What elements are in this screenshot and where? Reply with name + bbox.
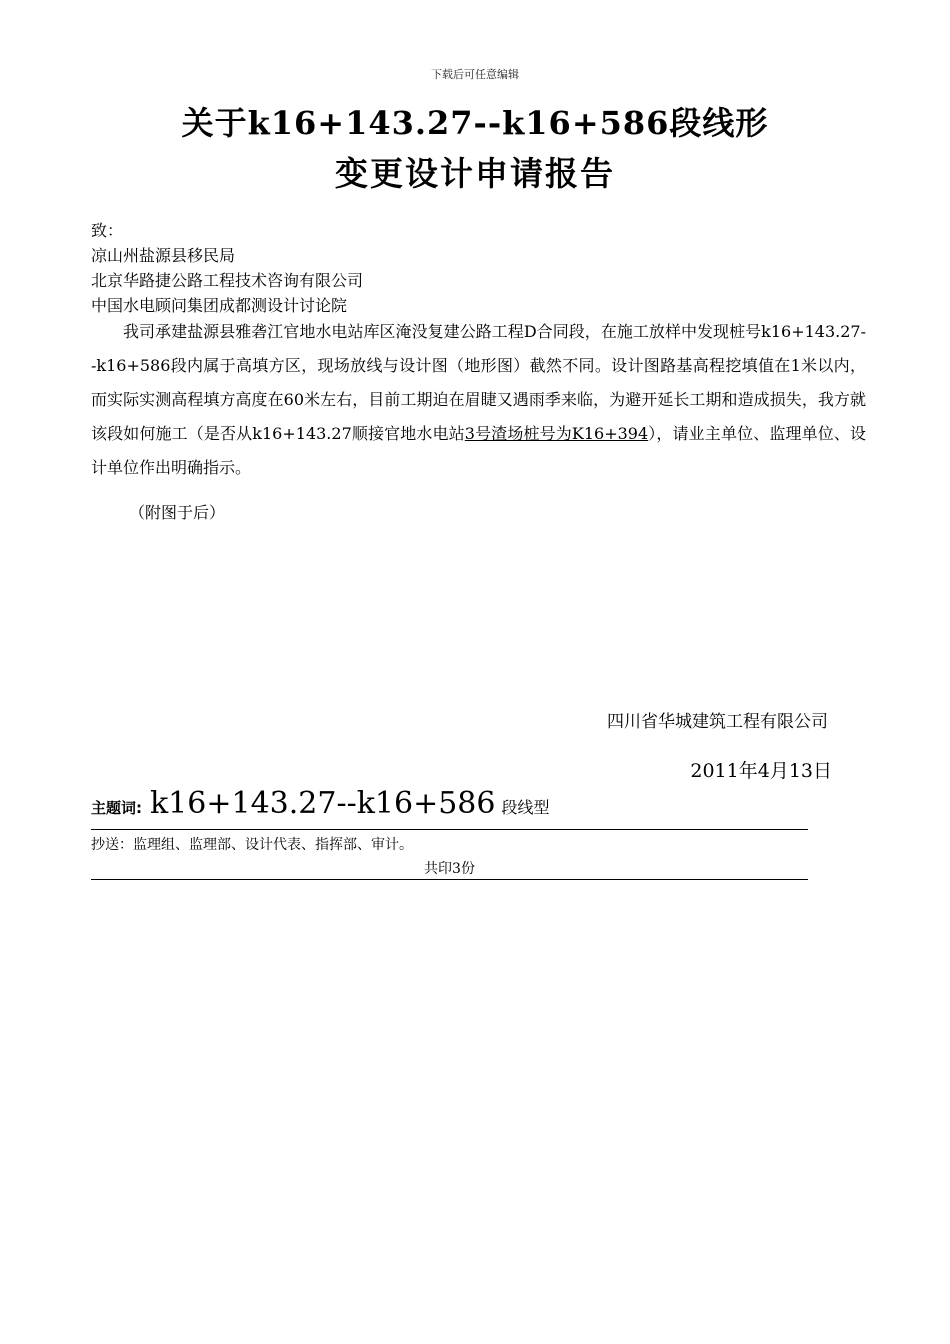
divider-bottom — [91, 879, 808, 880]
keywords-line — [91, 786, 808, 821]
copies-line: 共印3份 — [424, 861, 475, 877]
body-text-underlined: 3号渣场桩号为K16+394 — [464, 424, 649, 443]
body-text-part-1: 我司承建盐源县雅砻江官地水电站库区淹没复建公路工程D合同段，在施工放样中发现桩号k16+143.27--k16+586段内属于高填方区，现场放线与设计图（地形图）截然不同。设计图路基高程挖填值在1米以内，而实际实测高程填方高度在60米左右，目前工期迫在眉睫又遇雨季来临，为避开延长工期和造成损失，我方就该段如何施工（是否从k16+143.27顺接官地水电站 — [91, 322, 866, 443]
addressee-2: 北京华路捷公路工程技术咨询有限公司 — [91, 271, 364, 290]
company-signature: 四川省华城建筑工程有限公司 — [607, 712, 828, 732]
title-line-1: 关于k16+143.27--k16+586段线形 — [181, 104, 769, 142]
attachment-note: （附图于后） — [129, 503, 226, 522]
addressee-3: 中国水电顾问集团成都测设计讨论院 — [91, 296, 348, 315]
keywords-suffix: 段线型 — [501, 798, 550, 817]
divider-top — [91, 829, 808, 830]
addressee-label: 致： — [91, 221, 124, 240]
document-date: 2011年4月13日 — [690, 760, 832, 782]
cc-line: 抄送：监理组、监理部、设计代表、指挥部、审计。 — [91, 837, 413, 853]
body-paragraph — [91, 315, 866, 485]
keywords-label: 主题词: — [91, 799, 142, 817]
title-line-2: 变更设计申请报告 — [335, 154, 615, 193]
addressee-1: 凉山州盐源县移民局 — [91, 246, 236, 265]
addressee-block — [91, 218, 363, 318]
body-text-part-2: ），请业主单位、监理单位、设计单位作出明确指示。 — [91, 424, 866, 477]
keywords-value: k16+143.27--k16+586 — [150, 786, 496, 821]
header-note: 下载后可任意编辑 — [431, 68, 519, 81]
